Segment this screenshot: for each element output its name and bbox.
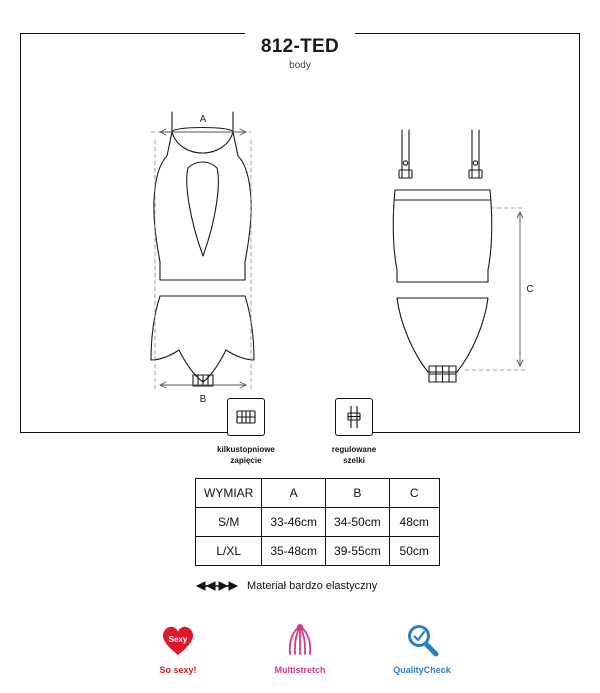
feature-caption <box>311 444 397 466</box>
front-view-outline <box>151 112 254 386</box>
snap-closure-icon <box>227 398 265 436</box>
page-subtitle: body <box>289 60 311 71</box>
badge-label: So sexy! <box>159 665 197 675</box>
double-arrow-icon <box>195 580 239 592</box>
dimension-label-c: C <box>526 284 534 295</box>
cell-a: 33-46cm <box>262 508 326 537</box>
adjustable-straps-icon <box>335 398 373 436</box>
frame-top-left-border <box>20 33 245 34</box>
cell-size: L/XL <box>196 537 262 566</box>
size-table <box>195 478 440 566</box>
technical-drawing <box>20 60 580 410</box>
cell-c: 48cm <box>389 508 439 537</box>
feature-adjustable-straps <box>311 398 397 466</box>
badge-multistretch <box>256 620 344 675</box>
cell-b: 34-50cm <box>326 508 390 537</box>
page-title: 812-TED <box>260 36 340 57</box>
cell-b: 39-55cm <box>326 537 390 566</box>
table-header-b: B <box>326 479 390 508</box>
cell-size: S/M <box>196 508 262 537</box>
heart-badge-icon <box>158 620 198 660</box>
feature-caption <box>203 444 289 466</box>
feature-caption-line2: zapięcie <box>230 456 262 465</box>
badge-quality-check <box>378 620 466 675</box>
badge-label: QualityCheck <box>393 665 451 675</box>
back-view-outline <box>393 130 491 382</box>
dimension-label-a: A <box>199 114 207 125</box>
badge-so-sexy <box>134 620 222 675</box>
table-header-dimension: WYMIAR <box>196 479 262 508</box>
elastic-note-text: Materiał bardzo elastyczny <box>247 580 378 592</box>
badge-label: Multistretch <box>274 665 326 675</box>
dimension-label-b: B <box>199 394 207 405</box>
table-header-row <box>196 479 440 508</box>
table-header-c: C <box>389 479 439 508</box>
feature-caption-line1: regulowane <box>331 445 377 454</box>
cell-a: 35-48cm <box>262 537 326 566</box>
svg-text:Sexy: Sexy <box>168 635 188 644</box>
feature-caption-line2: szelki <box>343 456 365 465</box>
multistretch-badge-icon <box>280 620 320 660</box>
table-row <box>196 537 440 566</box>
elastic-material-note <box>195 580 377 592</box>
cell-c: 50cm <box>389 537 439 566</box>
table-header-a: A <box>262 479 326 508</box>
feature-icons <box>0 398 600 466</box>
frame-top-right-border <box>355 33 580 34</box>
feature-caption-line1: kilkustopniowe <box>217 445 275 454</box>
feature-snap-closure <box>203 398 289 466</box>
table-row <box>196 508 440 537</box>
badge-row <box>0 620 600 675</box>
quality-check-badge-icon <box>402 620 442 660</box>
garment-diagram <box>20 60 580 410</box>
